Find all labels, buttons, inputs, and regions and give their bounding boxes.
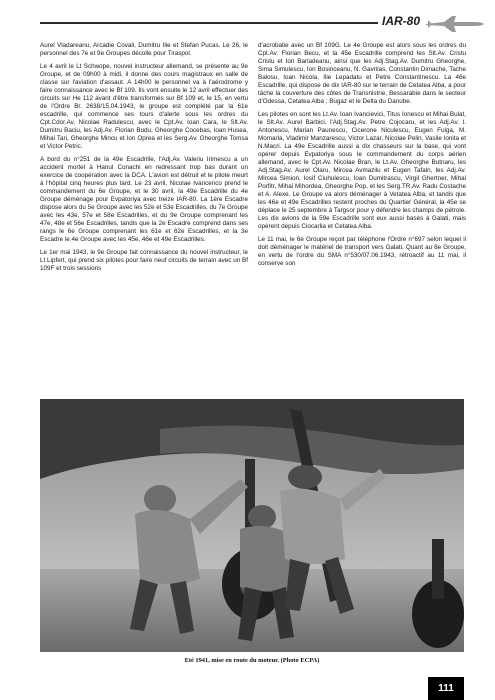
left-text-column [40, 42, 248, 278]
right-text-column [258, 42, 466, 273]
page-number-box [428, 677, 464, 700]
header-rule [40, 22, 378, 24]
paragraph: Le 4 avril le Lt Schwope, nouvel instructeur allemand, se présente au 9e Groupe, et de 09h00 à midi, il donne des cours magistraux en salle de classe sur l'aviation d'assaut. A 14h00 le personnel va à l'aérodrome y faire connaissance avec le Bf 109. Ils vont ensuite le 12 avril effectuer des circuits sur He 112 avant d'être transformés sur Bf 109 et, le 15, en vertu de l'Ordre Br. 2638/15.04.1943, le groupe est complété par la 61e escadrille, qui commence ses tours d'alerte sous les ordres du Cpt.Cdor.Av. Nicolae Radulescu, avec le Cpt.Av. Ioan Cara, le Slt.Av. Dumitru Baciu, les Adj.Av. Florian Budu, Gheorghe Cocebas, Ioan Husea, Mihai Tari, Gheorghe Mincu et Ion Oprea et les Serg.Av. Gheorghe Tomsa et Victor Petric. [40, 63, 248, 150]
paragraph: A bord du n°251 de la 49e Escadrille, l'Adj.Av. Valeriu Irimescu a un accident mortel à Hanul Conachi en redressant trop bas durant un exercice de coopération avec la DCA. L'avion est détruit et le pilote meurt à l'hôpital cinq heures plus tard. Le 23 avril, Nicolae Ivancenco prend le commandement du 6e Groupe, et le 30 avril, la 49e Escadrille du 4e Groupe déménage pour Evpatoriya avec treize IAR-80. La 1ère Escadre dispose alors du 5e Groupe avec les 52e et 53e Escadrilles, du 7e Groupe avec les 43e, 57e et 58e Escadrilles, et du 9e Groupe comprenant les 47e, 48e et 56e Escadrilles, tandis que la 2e Escadre comprend dans ses rangs le 6e Groupe comprenant les 61e et 62e Escadrilles, et la 3e Escadre le 4e Groupe avec les 45e, 46e et 49e Escadrilles. [40, 156, 248, 243]
page-number: 111 [438, 683, 454, 694]
paragraph: Les pilotes en sont les Lt.Av. Ioan Ivancievici, Titus Ionescu et Mihai Bulat, le Slt.Av. Aurel Barbici, l'Adj.Stag.Av. Petre Cojocaru, et les Adj.Av. I. Antonescu, Marian Paunescu, Cicerone Niculescu, Eugen Fulga, M. Momarla, Vladimir Manzarescu, Victor Lazar, Nicolae Pelin, Vasile Ionita et N.Macri. La 49e Escadrille aussi a dix chasseurs sur la base, qui vont opérer depuis Evpatoriya sous le commandement du corps aérien allemand, avec le Cpt.Av. Nicolae Bran, le Lt.Av. Gheorghe Butnaru, les Adj.Stag.Av. Aurel Olaru, Mircea Avmazilu et Eugen Tafaln, les Adj.Av. Mircea Simion, Iosif Ciuhulescu, Ioan Dumitrascu, Virgil Ghertner, Mihai Porfitr, Mihai Mihordea, Gheorghe Pop, et les Serg.TR.Av. Radu Costache et A. Alexe. Le Groupe va alors déménager à Vetatea Alba, et tandis que les 46e et 49e Escadrilles restent proches du Quartier Général, la 45e se déplace le 25 septembre à Targsor pour y défendre les champs de pétrole. Les dix avions de la 59e Escadrille sont eux aussi basés à Galati, mais opèrent depuis Ciocarlia et Cetatea Alba. [258, 111, 467, 230]
aircraft-silhouette-icon [422, 12, 488, 34]
paragraph: Le 1er mai 1943, le 9e Groupe fait connaissance du nouvel instructeur, le Lt Lipfert, qui prend six pilotes pour faire neuf circuits de terrain avec un Bf 109F et trois sessions [40, 249, 248, 272]
paragraph: Aurel Vladareanu, Arcadie Covali, Dumitru Ilie et Stefan Pucas. Le 26, le personnel des 7e et 9e Groupes décolle pour Tiraspol. [40, 42, 248, 57]
paragraph: d'acrobatie avec un Bf 109G. Le 4e Groupe est alors sous les ordres du Cpt.Av. Florian Becu, et la 45e Escadrille comprend les Slt.Av. Cristu Cristu et Ion Barladeanu, ainsi que les Adj.Stag.Av. Dumitru Gheorghe, Sima Simulescu, Ion Bosinceanu, N. Gavrilas, Constantin Dimache, Tache Balosu, Ioan Nicola, Ilie Lepadatu et Petre Constantinescu. La 46e Escadrille, qui dispose de dix IAR-80 sur le terrain de Cetatea Alba, a pour tâche la couverture des côtes de Transnistrie, Bessarabie dans le secteur d'Odessa, Cetatea Alba ; Bugaz et le Delta du Danube. [258, 42, 466, 105]
photo-illustration [40, 399, 464, 652]
page-header [0, 14, 495, 32]
photo-caption: Eté 1941, mise en route du moteur. (Photo ECPA) [184, 657, 320, 664]
paragraph: Le 11 mai, le 6e Groupe reçoit par téléphone l'Ordre n°697 selon lequel il doit déménager le matériel de transport vers Galati. Quant au 8e Groupe, en vertu de l'ordre du SMA n°530/07.06.1943, rétroactif au 11 mai, il conserve son [258, 236, 466, 267]
historical-photo [40, 399, 464, 652]
header-title: IAR-80 [382, 14, 421, 28]
